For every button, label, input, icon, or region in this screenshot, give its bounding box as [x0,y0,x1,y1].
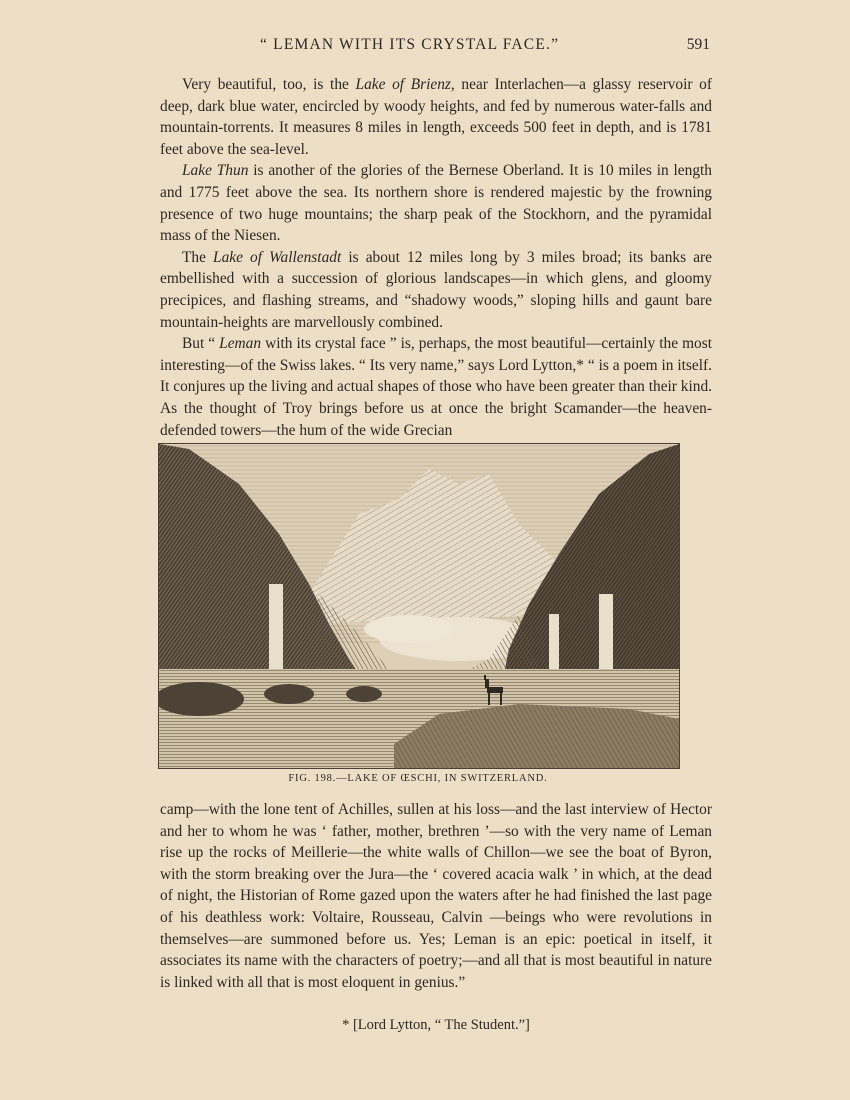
paragraph-leman: But “ Leman with its crystal face ” is, perhaps, the most beautiful—certainly the most interesting—of the Swiss lakes. “ Its very name,” says Lord Lytton,* “ is a poem in itself. It conjures up the living and actual shapes of those who have been greater than their kind. As the thought of Troy brings before us at once the bright Scamander—the heaven-defended towers—the hum of the wide Grecian [160,335,713,439]
lake-name-italic: Lake of Wallenstadt [213,248,342,266]
engraving-lake-oeschi [158,443,680,769]
paragraph-leman-continued: camp—with the lone tent of Achilles, sullen at his loss—and the last interview of Hector and her to whom he was ‘ father, mother, brethren ’—so with the very name of Leman rise up the rocks of Meillerie—the white walls of Chillon—we see the boat of Byron, with the storm breaking over the Jura—the ‘ covered acacia walk ’ in which, at the dead of night, the Historian of Rome gazed upon the waters after he had finished the last page of his deathless work: Voltaire, Rousseau, Calvin —beings who were revolutions in themselves—are summoned before us. Yes; Leman is an epic: poetical in itself, it associates its name with the characters of poetry;—and all that is most beautiful in nature is linked with all that is most eloquent in genius.” [160,801,712,991]
footnote-lytton: * [Lord Lytton, “ The Student.”] [342,1017,530,1033]
paragraph-lake-wallenstadt: The Lake of Wallenstadt is about 12 miles long by 3 miles broad; its banks are embellished with a succession of glorious landscapes—in which glens, and gloomy precipices, and flashing streams, and “shadowy woods,” sloping hills and gaunt bare mountain-heights are marvellously combined. [160,248,712,331]
running-title: “ LEMAN WITH ITS CRYSTAL FACE.” [260,36,560,53]
page-number: 591 [686,36,710,53]
body-text-top [160,74,712,441]
lake-name-italic: Lake of Brienz, [355,76,455,93]
lake-name-italic: Leman [219,335,262,353]
page-header [160,36,710,58]
figure-caption: FIG. 198.—LAKE OF ŒSCHI, IN SWITZERLAND. [288,773,548,784]
paragraph-lake-thun: Lake Thun is another of the glories of the Bernese Oberland. It is 10 miles in length and 1775 feet above the sea. Its northern shore is rendered majestic by the frowning presence of two huge mountains; the sharp peak of the Stockhorn, and the pyramidal mass of the Niesen. [160,162,712,245]
paragraph-lake-brienz: Very beautiful, too, is the Lake of Brienz, near Interlachen—a glassy reservoir of deep, dark blue water, encircled by woody heights, and fed by numerous water-falls and mountain-torrents. It measures 8 miles in length, exceeds 500 feet in depth, and is 1781 feet above the sea-level. [160,76,712,158]
body-text-bottom [160,799,712,993]
lake-name-italic: Lake Thun [182,162,249,180]
